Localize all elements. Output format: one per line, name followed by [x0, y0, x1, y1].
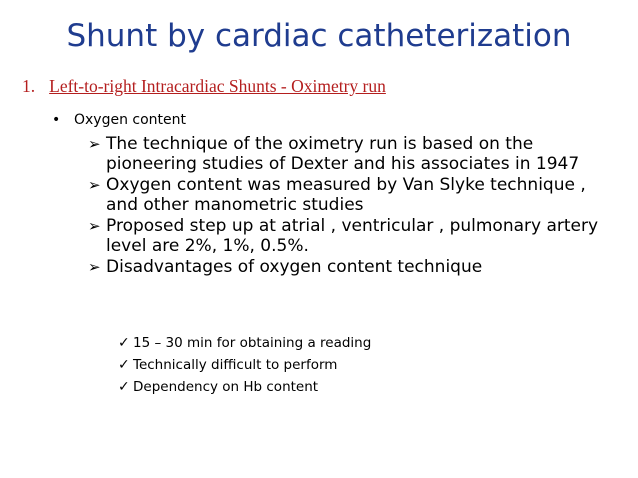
point-item	[88, 134, 608, 174]
section-number: 1.	[22, 76, 36, 96]
checkmark-icon: ✓	[118, 357, 130, 373]
arrow-bullet-icon: ➢	[88, 135, 101, 153]
point-item	[88, 257, 608, 277]
point-text: The technique of the oximetry run is based on the pioneering studies of Dexter and his associates in 1947	[106, 134, 580, 174]
point-item	[88, 216, 608, 256]
arrow-bullet-icon: ➢	[88, 258, 101, 276]
checkmark-icon: ✓	[118, 335, 130, 351]
subpoint-item	[118, 376, 371, 398]
subpoint-item	[118, 354, 371, 376]
point-text: Proposed step up at atrial , ventricular , pulmonary artery level are 2%, 1%, 0.5%.	[106, 216, 599, 256]
point-text: Disadvantages of oxygen content technique	[106, 257, 483, 277]
subpoint-list	[118, 332, 371, 398]
bullet-dot-icon: •	[52, 112, 61, 128]
bullet-oxygen-content	[52, 112, 186, 128]
point-list	[88, 134, 608, 278]
slide-title: Shunt by cardiac catheterization	[66, 18, 572, 54]
subpoint-text: 15 – 30 min for obtaining a reading	[133, 335, 372, 351]
arrow-bullet-icon: ➢	[88, 217, 101, 235]
subpoint-item	[118, 332, 371, 354]
section-heading-text: Left-to-right Intracardiac Shunts - Oximetry run	[49, 76, 386, 96]
checkmark-icon: ✓	[118, 379, 130, 395]
point-item	[88, 175, 608, 215]
subpoint-text: Dependency on Hb content	[133, 379, 319, 395]
point-text: Oxygen content was measured by Van Slyke technique , and other manometric studies	[106, 175, 586, 215]
section-heading	[22, 76, 386, 97]
bullet-text: Oxygen content	[74, 112, 187, 128]
subpoint-text: Technically difficult to perform	[133, 357, 338, 373]
arrow-bullet-icon: ➢	[88, 176, 101, 194]
